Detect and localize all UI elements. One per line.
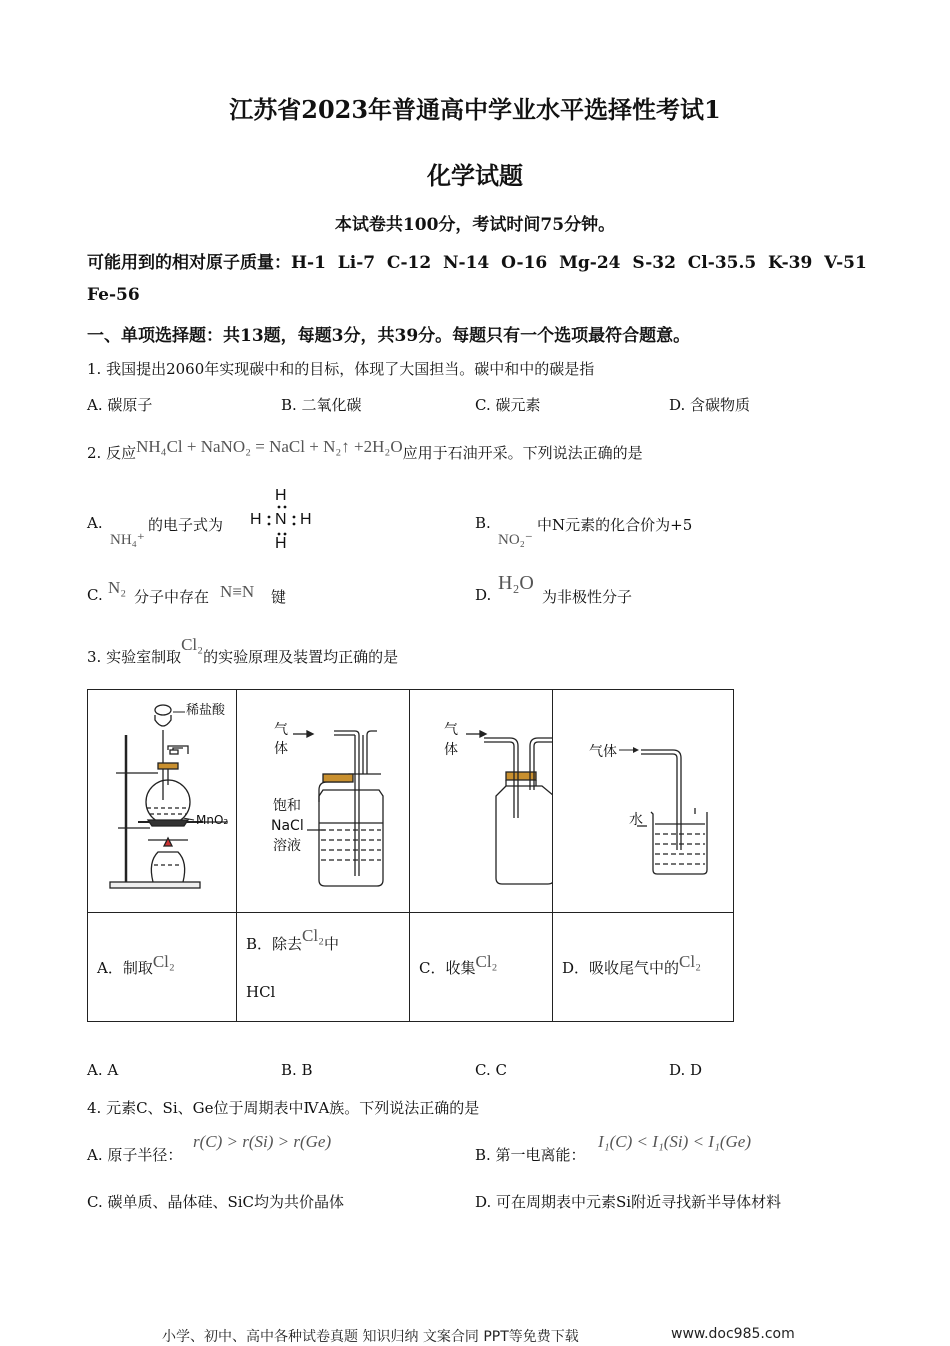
q2-option-c-text1: 分子中存在: [134, 588, 210, 606]
apparatus-d-drawing: [553, 690, 733, 912]
lewis-electron-dots: [248, 487, 318, 555]
apparatus-d: [553, 690, 734, 913]
exam-title: 江苏省2023年普通高中学业水平选择性考试1: [229, 95, 721, 124]
cell-c-formula: Cl₂: [475, 951, 498, 971]
cell-b-formula: Cl₂: [302, 926, 325, 945]
lewis-structure: [248, 487, 318, 555]
label-water: 水: [629, 812, 643, 828]
label-nacl2: NaCl: [271, 818, 304, 834]
lewis-n: N: [275, 511, 287, 528]
q3-option-c: C. C: [475, 1061, 507, 1079]
q2-option-c-bond: N≡N: [220, 582, 255, 601]
cell-b: [237, 913, 410, 1022]
q2-option-d-label: D.: [475, 586, 492, 604]
q3-stem: [87, 635, 399, 667]
section-heading: 一、单项选择题：共13题，每题3分，共39分。每题只有一个选项最符合题意。: [87, 326, 691, 346]
apparatus-a: [88, 690, 237, 913]
cell-c: [410, 913, 553, 1022]
label-gas-b1: 气: [274, 722, 288, 738]
label-nacl1: 饱和: [273, 798, 301, 814]
lewis-h-bottom: H: [275, 535, 287, 552]
q3-suffix: 的实验原理及装置均正确的是: [203, 648, 399, 666]
q1-option-d: D. 含碳物质: [669, 396, 751, 414]
lewis-h-right: H: [300, 511, 312, 528]
q2-stem: [87, 437, 643, 463]
q4-option-d: D. 可在周期表中元素Si附近寻找新半导体材料: [475, 1193, 782, 1211]
footer-text: 小学、初中、高中各种试卷真题 知识归纳 文案合同 PPT等免费下载: [162, 1329, 579, 1345]
q2-option-b-text: 中N元素的化合价为+5: [537, 516, 693, 534]
atomic-masses-values: H-1 Li-7 C-12 N-14 O-16 Mg-24 S-32 Cl-35.5 K-39 V-51: [291, 253, 867, 273]
label-gas-d: 气体: [589, 744, 617, 760]
q2-option-a-formula: NH₄⁺: [110, 532, 145, 548]
cell-a: [88, 913, 237, 1022]
lewis-h-top: H: [275, 487, 287, 504]
q2-prefix: 2. 反应: [87, 444, 137, 462]
q2-equation: NH₄Cl + NaNO₂ = NaCl + N₂↑ +2H₂O: [136, 437, 403, 456]
q1-option-c: C. 碳元素: [475, 396, 541, 414]
cell-c-label: C．收集: [419, 958, 476, 977]
atomic-masses-cont: Fe-56: [87, 285, 140, 305]
q2-option-b-formula: NO₂⁻: [498, 532, 533, 548]
cell-d: [553, 913, 734, 1022]
apparatus-c: [410, 690, 553, 913]
q4-option-b-formula: I₁(C) < I₁(Si) < I₁(Ge): [598, 1132, 752, 1151]
q4-option-c: C. 碳单质、晶体硅、SiC均为共价晶体: [87, 1193, 345, 1211]
q2-option-c-text2: 键: [271, 588, 287, 606]
q2-option-c-formula: N₂: [108, 578, 127, 597]
q3-option-d: D. D: [669, 1061, 703, 1079]
apparatus-b: [237, 690, 410, 913]
q4-stem: 4. 元素C、Si、Ge位于周期表中ⅣA族。下列说法正确的是: [87, 1099, 480, 1117]
q1-stem: 1. 我国提出2060年实现碳中和的目标，体现了大国担当。碳中和中的碳是指: [87, 360, 595, 378]
q2-option-a-text: 的电子式为: [148, 516, 224, 534]
q1-option-a: A. 碳原子: [87, 396, 153, 414]
label-acid: 稀盐酸: [186, 703, 226, 718]
q3-formula: Cl₂: [181, 635, 204, 654]
label-mno2: MnO₂: [196, 813, 229, 827]
lewis-h-left: H: [250, 511, 262, 528]
footer-url[interactable]: www.doc985.com: [671, 1326, 795, 1342]
label-gas-b2: 体: [274, 741, 288, 757]
atomic-masses: [87, 248, 867, 273]
apparatus-a-drawing: [88, 690, 236, 912]
q2-option-c-label: C.: [87, 586, 103, 604]
q3-prefix: 3. 实验室制取: [87, 648, 182, 666]
cell-b-suffix: 中: [324, 935, 340, 953]
q4-option-b-label: B. 第一电离能：: [475, 1146, 586, 1164]
q2-option-a-label: A.: [87, 514, 103, 532]
q2-suffix: 应用于石油开采。下列说法正确的是: [402, 444, 643, 462]
q2-option-d-text: 为非极性分子: [542, 588, 633, 606]
subject-title: 化学试题: [427, 161, 523, 190]
apparatus-c-drawing: [410, 690, 552, 912]
label-gas-c2: 体: [444, 742, 458, 758]
q2-option-d-formula: H₂O: [498, 572, 534, 594]
cell-a-formula: Cl₂: [152, 951, 175, 971]
cell-d-formula: Cl₂: [679, 951, 702, 971]
cell-b-label: B．除去: [246, 935, 303, 953]
q2-option-b-label: B.: [475, 514, 491, 532]
atomic-masses-label: 可能用到的相对原子质量：: [87, 253, 291, 273]
q3-option-a: A. A: [87, 1061, 119, 1079]
q4-option-a-label: A. 原子半径：: [87, 1146, 183, 1164]
q1-option-b: B. 二氧化碳: [281, 396, 362, 414]
label-gas-c1: 气: [444, 722, 458, 738]
cell-a-label: A．制取: [97, 958, 153, 977]
apparatus-b-drawing: [237, 690, 409, 912]
cell-d-label: D．吸收尾气中的: [562, 958, 680, 977]
cell-b-line2: HCl: [246, 983, 276, 1001]
apparatus-table: [87, 689, 734, 1022]
exam-info: 本试卷共100分，考试时间75分钟。: [334, 215, 616, 235]
q3-option-b: B. B: [281, 1061, 313, 1079]
label-nacl3: 溶液: [273, 838, 301, 854]
q4-option-a-formula: r(C) > r(Si) > r(Ge): [193, 1132, 332, 1151]
